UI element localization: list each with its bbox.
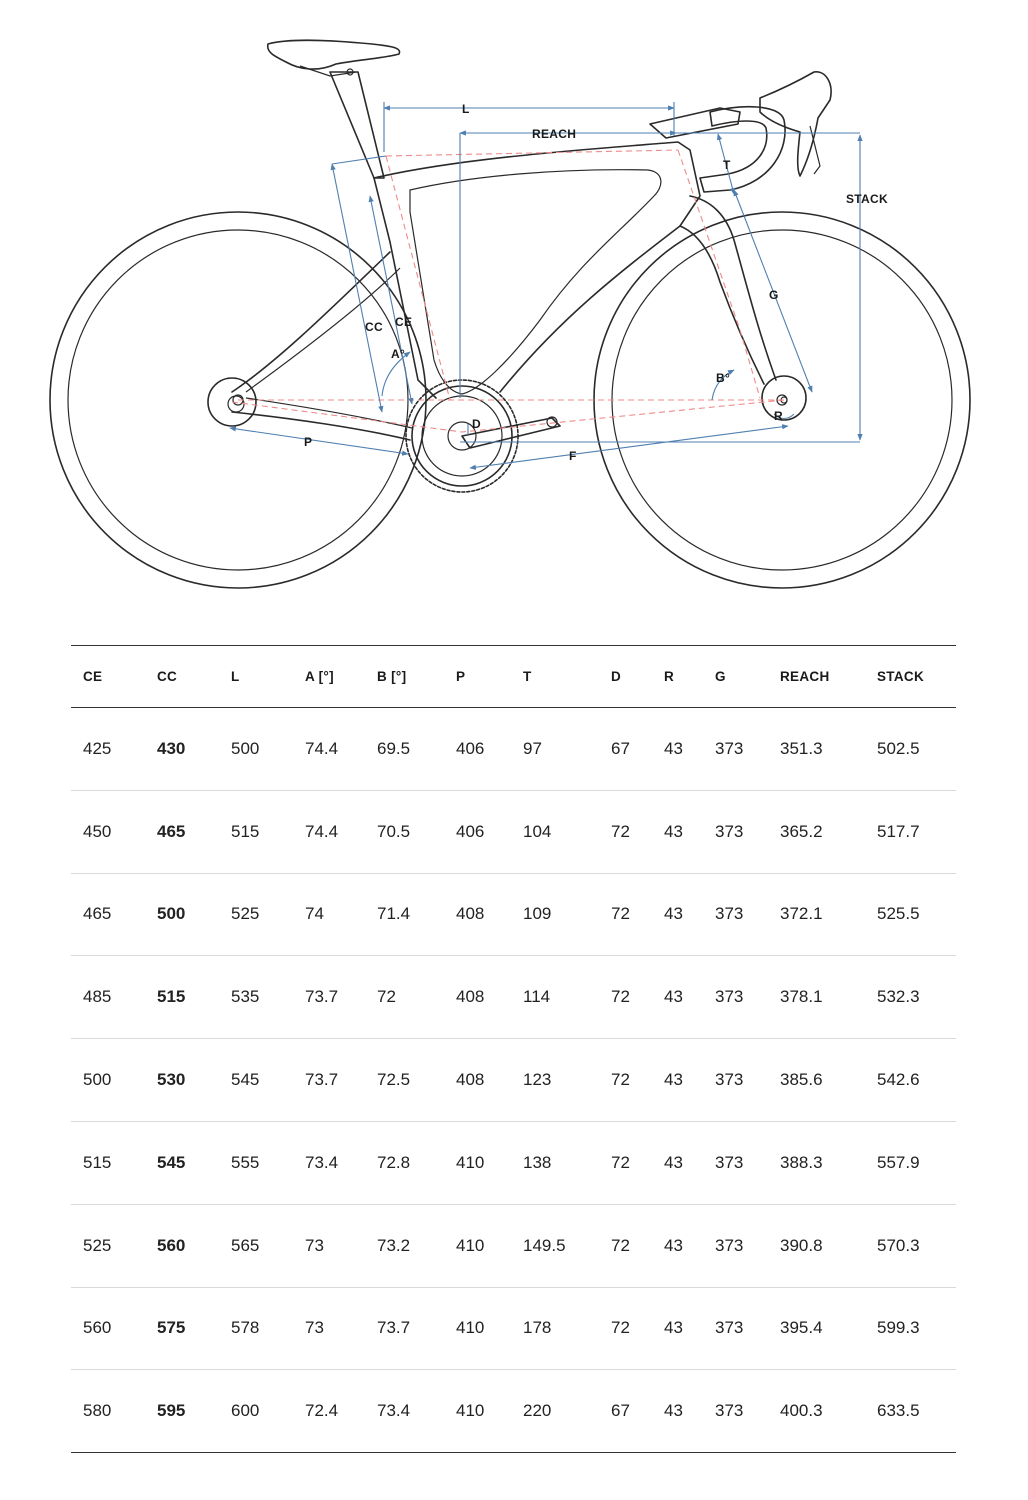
table-cell: 70.5 bbox=[377, 821, 411, 841]
table-cell: 373 bbox=[715, 821, 744, 841]
table-cell: 149.5 bbox=[523, 1235, 566, 1255]
table-cell: 43 bbox=[664, 987, 683, 1007]
table-cell: 560 bbox=[83, 1318, 112, 1338]
table-cell: 43 bbox=[664, 1235, 683, 1255]
table-cell: 500 bbox=[83, 1070, 112, 1090]
label-d: D bbox=[472, 417, 481, 431]
table-cell: 532.3 bbox=[877, 987, 920, 1007]
table-cell: 43 bbox=[664, 1318, 683, 1338]
table-cell: 67 bbox=[611, 738, 630, 758]
table-cell: 515 bbox=[157, 987, 186, 1007]
table-cell: 373 bbox=[715, 904, 744, 924]
label-b-angle: B° bbox=[716, 371, 731, 385]
table-cell: 430 bbox=[157, 738, 186, 758]
column-header: G bbox=[715, 669, 726, 684]
table-cell: 373 bbox=[715, 1070, 744, 1090]
crankset bbox=[406, 380, 560, 492]
label-p: P bbox=[304, 435, 313, 449]
dimension-lines bbox=[230, 102, 860, 468]
table-cell: 74.4 bbox=[305, 821, 339, 841]
table-cell: 104 bbox=[523, 821, 552, 841]
table-cell: 373 bbox=[715, 1152, 744, 1172]
table-cell: 378.1 bbox=[780, 987, 823, 1007]
label-l: L bbox=[462, 102, 470, 116]
table-cell: 373 bbox=[715, 987, 744, 1007]
table-cell: 425 bbox=[83, 738, 112, 758]
table-cell: 385.6 bbox=[780, 1070, 823, 1090]
table-cell: 408 bbox=[456, 987, 485, 1007]
table-row bbox=[71, 1039, 956, 1122]
column-header: P bbox=[456, 669, 466, 684]
table-cell: 69.5 bbox=[377, 738, 411, 758]
table-cell: 485 bbox=[83, 987, 112, 1007]
table-cell: 545 bbox=[231, 1070, 260, 1090]
table-cell: 502.5 bbox=[877, 738, 920, 758]
table-cell: 410 bbox=[456, 1401, 485, 1421]
table-row bbox=[71, 873, 956, 956]
table-cell: 600 bbox=[231, 1401, 260, 1421]
table-row bbox=[71, 1121, 956, 1204]
table-cell: 72 bbox=[611, 1318, 630, 1338]
table-cell: 450 bbox=[83, 821, 112, 841]
table-cell: 43 bbox=[664, 1401, 683, 1421]
table-cell: 595 bbox=[157, 1401, 186, 1421]
table-cell: 72 bbox=[611, 1152, 630, 1172]
column-header: A [°] bbox=[305, 669, 334, 684]
table-cell: 43 bbox=[664, 821, 683, 841]
table-cell: 220 bbox=[523, 1401, 552, 1421]
table-cell: 410 bbox=[456, 1152, 485, 1172]
table-cell: 545 bbox=[157, 1152, 186, 1172]
table-cell: 72 bbox=[611, 987, 630, 1007]
table-cell: 73 bbox=[305, 1235, 324, 1255]
column-header: D bbox=[611, 669, 622, 684]
table-cell: 72.4 bbox=[305, 1401, 339, 1421]
label-t: T bbox=[723, 158, 731, 172]
label-r: R bbox=[774, 409, 783, 423]
table-cell: 525 bbox=[83, 1235, 112, 1255]
column-header: R bbox=[664, 669, 675, 684]
bike-frame bbox=[232, 142, 776, 440]
table-cell: 560 bbox=[157, 1235, 186, 1255]
table-cell: 73.7 bbox=[305, 1070, 339, 1090]
table-cell: 178 bbox=[523, 1318, 552, 1338]
table-cell: 575 bbox=[157, 1318, 186, 1338]
table-cell: 71.4 bbox=[377, 904, 411, 924]
table-cell: 395.4 bbox=[780, 1318, 823, 1338]
table-cell: 73.2 bbox=[377, 1235, 411, 1255]
table-cell: 599.3 bbox=[877, 1318, 920, 1338]
table-cell: 515 bbox=[83, 1152, 112, 1172]
table-cell: 408 bbox=[456, 1070, 485, 1090]
table-cell: 557.9 bbox=[877, 1152, 920, 1172]
table-cell: 74.4 bbox=[305, 738, 339, 758]
handlebar bbox=[650, 72, 831, 192]
table-cell: 114 bbox=[523, 987, 551, 1007]
table-cell: 97 bbox=[523, 738, 542, 758]
table-cell: 542.6 bbox=[877, 1070, 920, 1090]
table-cell: 525.5 bbox=[877, 904, 920, 924]
table-cell: 388.3 bbox=[780, 1152, 823, 1172]
label-g: G bbox=[769, 288, 779, 302]
table-cell: 43 bbox=[664, 738, 683, 758]
column-header: T bbox=[523, 669, 532, 684]
table-cell: 580 bbox=[83, 1401, 112, 1421]
table-cell: 565 bbox=[231, 1235, 260, 1255]
table-cell: 73.4 bbox=[305, 1152, 339, 1172]
table-cell: 535 bbox=[231, 987, 260, 1007]
table-cell: 138 bbox=[523, 1152, 552, 1172]
table-cell: 43 bbox=[664, 1152, 683, 1172]
bike-geometry-diagram bbox=[0, 0, 1028, 620]
table-row bbox=[71, 708, 956, 791]
label-ce: CE bbox=[395, 315, 413, 329]
table-cell: 109 bbox=[523, 904, 552, 924]
column-header: CC bbox=[157, 669, 178, 684]
table-cell: 72 bbox=[611, 904, 630, 924]
table-cell: 406 bbox=[456, 821, 485, 841]
table-row bbox=[71, 1204, 956, 1287]
table-cell: 72 bbox=[611, 821, 630, 841]
label-stack: STACK bbox=[846, 192, 888, 206]
table-cell: 351.3 bbox=[780, 738, 823, 758]
label-reach: REACH bbox=[532, 127, 577, 141]
table-header-row bbox=[71, 646, 956, 708]
front-hub bbox=[762, 376, 806, 420]
saddle bbox=[268, 40, 400, 76]
table-row bbox=[71, 956, 956, 1039]
table-cell: 500 bbox=[157, 904, 186, 924]
table-cell: 465 bbox=[83, 904, 112, 924]
table-cell: 373 bbox=[715, 1235, 744, 1255]
table-cell: 530 bbox=[157, 1070, 186, 1090]
table-cell: 365.2 bbox=[780, 821, 823, 841]
reference-geometry bbox=[232, 150, 784, 432]
table-cell: 72 bbox=[611, 1235, 630, 1255]
table-cell: 525 bbox=[231, 904, 260, 924]
table-cell: 72.5 bbox=[377, 1070, 411, 1090]
table-cell: 410 bbox=[456, 1235, 485, 1255]
column-header: REACH bbox=[780, 669, 830, 684]
table-cell: 517.7 bbox=[877, 821, 920, 841]
table-row bbox=[71, 1370, 956, 1453]
table-cell: 73.4 bbox=[377, 1401, 411, 1421]
table-cell: 555 bbox=[231, 1152, 260, 1172]
table-cell: 72.8 bbox=[377, 1152, 411, 1172]
table-cell: 373 bbox=[715, 1401, 744, 1421]
table-row bbox=[71, 790, 956, 873]
table-cell: 72 bbox=[377, 987, 396, 1007]
label-a-angle: A° bbox=[391, 347, 406, 361]
seatpost bbox=[330, 72, 384, 178]
column-header: CE bbox=[83, 669, 103, 684]
table-cell: 373 bbox=[715, 1318, 744, 1338]
table-cell: 43 bbox=[664, 904, 683, 924]
table-cell: 578 bbox=[231, 1318, 260, 1338]
table-cell: 73.7 bbox=[377, 1318, 411, 1338]
column-header: L bbox=[231, 669, 240, 684]
table-cell: 73.7 bbox=[305, 987, 339, 1007]
table-cell: 500 bbox=[231, 738, 260, 758]
geometry-table bbox=[71, 645, 956, 1453]
table-cell: 406 bbox=[456, 738, 485, 758]
column-header: B [°] bbox=[377, 669, 407, 684]
label-f: F bbox=[569, 449, 577, 463]
table-cell: 43 bbox=[664, 1070, 683, 1090]
column-header: STACK bbox=[877, 669, 924, 684]
table-cell: 390.8 bbox=[780, 1235, 823, 1255]
table-cell: 408 bbox=[456, 904, 485, 924]
table-cell: 633.5 bbox=[877, 1401, 920, 1421]
table-cell: 123 bbox=[523, 1070, 552, 1090]
table-cell: 465 bbox=[157, 821, 186, 841]
table-cell: 400.3 bbox=[780, 1401, 823, 1421]
table-cell: 515 bbox=[231, 821, 260, 841]
table-cell: 410 bbox=[456, 1318, 485, 1338]
table-cell: 373 bbox=[715, 738, 744, 758]
table-cell: 67 bbox=[611, 1401, 630, 1421]
label-cc: CC bbox=[365, 320, 383, 334]
table-cell: 372.1 bbox=[780, 904, 823, 924]
table-row bbox=[71, 1287, 956, 1370]
table-cell: 72 bbox=[611, 1070, 630, 1090]
table-cell: 73 bbox=[305, 1318, 324, 1338]
table-cell: 570.3 bbox=[877, 1235, 920, 1255]
table-cell: 74 bbox=[305, 904, 324, 924]
